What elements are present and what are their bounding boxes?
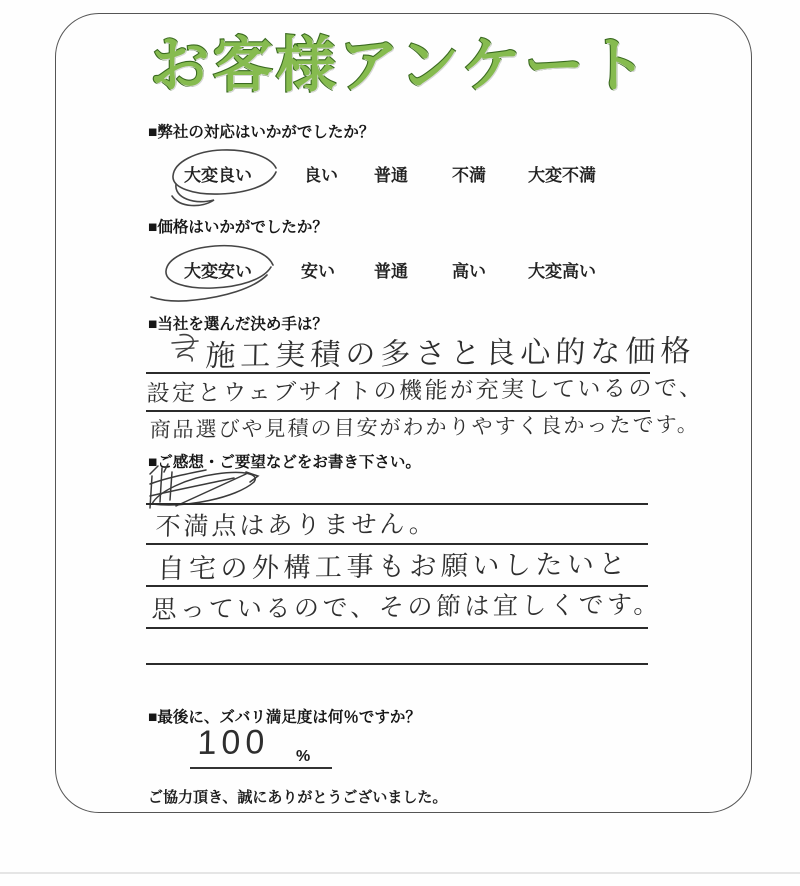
- option-q1-bad: 不満: [452, 166, 486, 185]
- question-3-label: ■当社を選んだ決め手は？: [148, 316, 328, 333]
- question-1-label: ■弊社の対応はいかがでしたか？: [148, 124, 375, 141]
- selection-circle-q1: [158, 142, 298, 212]
- q3-answer-line-1: 施工実積の多さと良心的な価格: [204, 334, 696, 374]
- ruled-line: [146, 627, 648, 629]
- selection-circle-q2: [145, 237, 300, 307]
- satisfaction-answer-underline: [190, 767, 332, 769]
- option-q1-normal: 普通: [374, 166, 408, 185]
- satisfaction-answer: 100: [197, 723, 270, 763]
- question-2-label: ■価格はいかがでしたか？: [148, 219, 328, 236]
- question-4-label: ■ご感想・ご要望などをお書き下さい。: [148, 454, 421, 471]
- form-title: お客様アンケート: [149, 32, 651, 99]
- percent-sign: %: [296, 748, 311, 765]
- q4-answer-line-1: 不満点はありません。: [155, 510, 438, 542]
- q3-answer-line-2: 設定とウェブサイトの機能が充実しているので、: [146, 374, 705, 407]
- option-q2-very-expensive: 大変高い: [528, 262, 596, 281]
- thank-you-note: ご協力頂き、誠にありがとうございました。: [148, 789, 448, 806]
- q3-answer-line-3: 商品選びや見積の目安がわかりやすく良かったです。: [149, 413, 701, 443]
- option-q1-very-good: 大変良い: [184, 166, 252, 185]
- satisfaction-question-label: ■最後に、ズバリ満足度は何％ですか？: [148, 709, 421, 726]
- option-q2-cheap: 安い: [301, 262, 335, 281]
- option-q1-good: 良い: [304, 166, 338, 185]
- q4-answer-line-2: 自宅の外構工事もお願いしたいと: [157, 549, 631, 585]
- option-q2-very-cheap: 大変安い: [184, 262, 252, 281]
- option-q1-very-bad: 大変不満: [528, 166, 596, 185]
- q4-answer-line-3: 思っているので、その節は宜しくです。: [151, 590, 663, 625]
- option-q2-expensive: 高い: [452, 262, 486, 281]
- scan-artifact-line: [0, 872, 800, 874]
- ruled-line: [146, 663, 648, 665]
- option-q2-normal: 普通: [374, 262, 408, 281]
- small-scribble-mark: [170, 331, 200, 365]
